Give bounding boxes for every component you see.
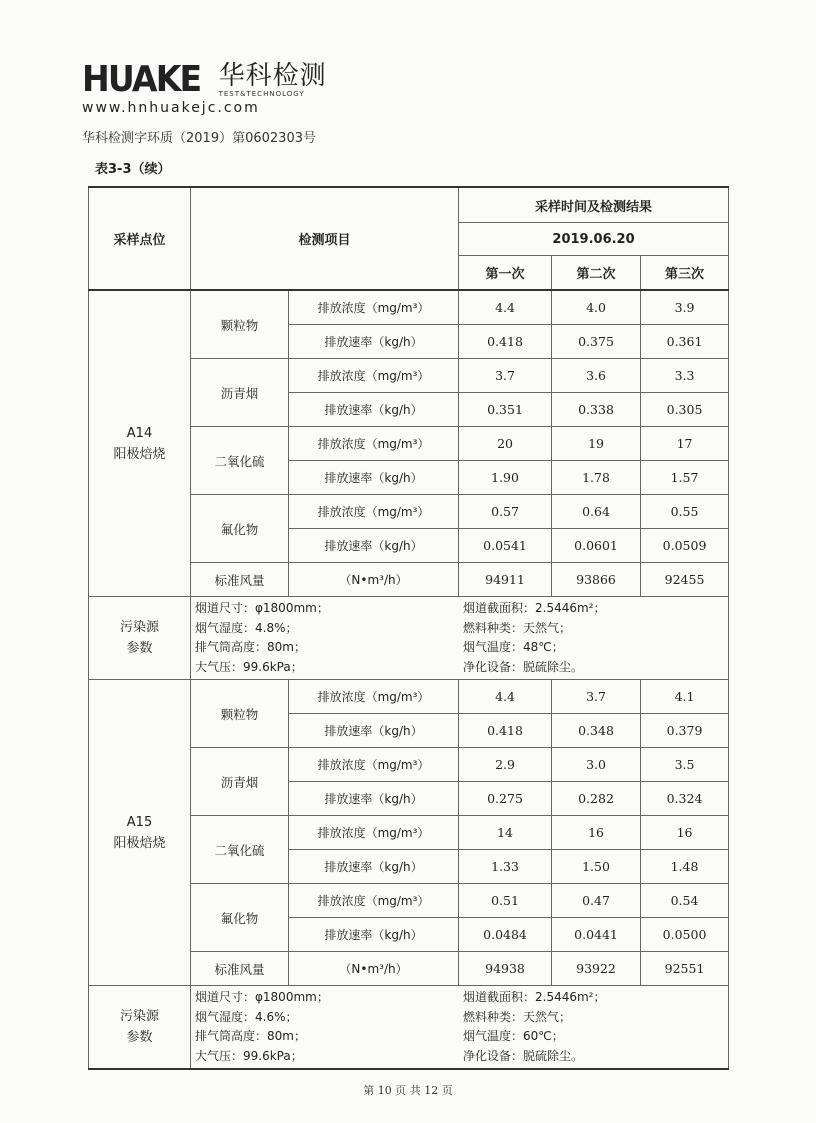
concentration-label: 排放浓度（mg/m³） bbox=[289, 816, 459, 850]
source-param-left: 大气压：99.6kPa； bbox=[195, 1048, 303, 1063]
rate-value: 0.282 bbox=[552, 782, 641, 816]
rate-value: 0.379 bbox=[641, 714, 729, 748]
rate-value: 0.0500 bbox=[641, 918, 729, 952]
rate-value: 0.0541 bbox=[459, 529, 552, 563]
source-param-right: 燃料种类：天然气； bbox=[463, 1009, 572, 1024]
rate-value: 0.348 bbox=[552, 714, 641, 748]
header-run-1: 第一次 bbox=[459, 256, 552, 291]
document-number: 华科检测字环质（2019）第0602303号 bbox=[82, 131, 316, 146]
airflow-label: 标准风量 bbox=[191, 952, 289, 986]
header-run-2: 第二次 bbox=[552, 256, 641, 291]
pollutant-name: 氟化物 bbox=[191, 495, 289, 563]
rate-value: 1.33 bbox=[459, 850, 552, 884]
rate-label: 排放速率（kg/h） bbox=[289, 850, 459, 884]
rate-value: 0.338 bbox=[552, 393, 641, 427]
rate-value: 0.0601 bbox=[552, 529, 641, 563]
pollutant-name: 颗粒物 bbox=[191, 680, 289, 748]
concentration-value: 3.9 bbox=[641, 290, 729, 325]
source-param-left: 排气筒高度：80m； bbox=[195, 640, 306, 654]
pollutant-name: 沥青烟 bbox=[191, 359, 289, 427]
source-param-left: 大气压：99.6kPa； bbox=[195, 659, 303, 674]
header-date: 2019.06.20 bbox=[459, 223, 729, 256]
company-website: www.hnhuakejc.com bbox=[82, 100, 260, 116]
rate-label: 排放速率（kg/h） bbox=[289, 918, 459, 952]
site-cell bbox=[89, 290, 191, 597]
concentration-value: 0.57 bbox=[459, 495, 552, 529]
airflow-unit: （N•m³/h） bbox=[289, 952, 459, 986]
concentration-value: 4.4 bbox=[459, 680, 552, 714]
concentration-value: 3.0 bbox=[552, 748, 641, 782]
concentration-value: 16 bbox=[641, 816, 729, 850]
header-site: 采样点位 bbox=[89, 187, 191, 290]
source-param-left: 烟道尺寸：φ1800mm； bbox=[195, 990, 329, 1004]
concentration-value: 19 bbox=[552, 427, 641, 461]
rate-value: 0.375 bbox=[552, 325, 641, 359]
concentration-value: 3.7 bbox=[552, 680, 641, 714]
concentration-label: 排放浓度（mg/m³） bbox=[289, 495, 459, 529]
concentration-label: 排放浓度（mg/m³） bbox=[289, 748, 459, 782]
source-params-row bbox=[89, 597, 729, 680]
airflow-unit: （N•m³/h） bbox=[289, 563, 459, 597]
source-param-right: 烟气温度：60℃； bbox=[463, 1029, 564, 1043]
source-param-left: 烟道尺寸：φ1800mm； bbox=[195, 601, 329, 615]
logo-subtitle: TEST&TECHNOLOGY bbox=[218, 90, 305, 98]
rate-value: 0.418 bbox=[459, 714, 552, 748]
rate-value: 0.305 bbox=[641, 393, 729, 427]
rate-label: 排放速率（kg/h） bbox=[289, 393, 459, 427]
concentration-label: 排放浓度（mg/m³） bbox=[289, 290, 459, 325]
concentration-label: 排放浓度（mg/m³） bbox=[289, 427, 459, 461]
site-cell bbox=[89, 680, 191, 986]
data-row bbox=[89, 290, 729, 325]
header-run-3: 第三次 bbox=[641, 256, 729, 291]
concentration-value: 20 bbox=[459, 427, 552, 461]
source-param-right: 燃料种类：天然气； bbox=[463, 620, 572, 635]
source-label-line1: 污染源 bbox=[119, 1009, 159, 1024]
concentration-value: 0.55 bbox=[641, 495, 729, 529]
rate-label: 排放速率（kg/h） bbox=[289, 714, 459, 748]
rate-value: 0.275 bbox=[459, 782, 552, 816]
site-code: A14 bbox=[126, 425, 153, 441]
rate-value: 0.0509 bbox=[641, 529, 729, 563]
rate-value: 0.324 bbox=[641, 782, 729, 816]
airflow-value: 93866 bbox=[552, 563, 641, 597]
pollutant-name: 颗粒物 bbox=[191, 290, 289, 359]
concentration-value: 4.4 bbox=[459, 290, 552, 325]
data-row bbox=[89, 680, 729, 714]
concentration-value: 0.51 bbox=[459, 884, 552, 918]
source-params bbox=[191, 986, 729, 1070]
table-title: 表3-3（续） bbox=[95, 162, 171, 177]
concentration-value: 0.54 bbox=[641, 884, 729, 918]
pollutant-name: 沥青烟 bbox=[191, 748, 289, 816]
concentration-value: 2.9 bbox=[459, 748, 552, 782]
rate-value: 0.351 bbox=[459, 393, 552, 427]
source-label bbox=[89, 986, 191, 1070]
header-time-results: 采样时间及检测结果 bbox=[459, 187, 729, 223]
rate-value: 0.361 bbox=[641, 325, 729, 359]
rate-value: 0.0484 bbox=[459, 918, 552, 952]
airflow-value: 94938 bbox=[459, 952, 552, 986]
concentration-value: 0.47 bbox=[552, 884, 641, 918]
header-item: 检测项目 bbox=[191, 187, 459, 290]
airflow-label: 标准风量 bbox=[191, 563, 289, 597]
rate-value: 1.48 bbox=[641, 850, 729, 884]
header-row bbox=[89, 187, 729, 223]
concentration-value: 14 bbox=[459, 816, 552, 850]
site-name: 阳极焙烧 bbox=[113, 835, 166, 851]
source-param-right: 净化设备：脱硫除尘。 bbox=[463, 1048, 584, 1063]
rate-label: 排放速率（kg/h） bbox=[289, 782, 459, 816]
logo-mark: HUAKE bbox=[82, 59, 201, 100]
concentration-value: 3.5 bbox=[641, 748, 729, 782]
rate-label: 排放速率（kg/h） bbox=[289, 529, 459, 563]
concentration-value: 3.7 bbox=[459, 359, 552, 393]
source-param-left: 排气筒高度：80m； bbox=[195, 1029, 306, 1043]
rate-value: 1.90 bbox=[459, 461, 552, 495]
pollutant-name: 二氧化硫 bbox=[191, 427, 289, 495]
rate-value: 1.78 bbox=[552, 461, 641, 495]
source-param-right: 净化设备：脱硫除尘。 bbox=[463, 659, 584, 674]
source-param-right: 烟道截面积：2.5446m²； bbox=[463, 990, 606, 1004]
source-label-line2: 参数 bbox=[126, 641, 153, 656]
rate-value: 0.418 bbox=[459, 325, 552, 359]
concentration-value: 4.0 bbox=[552, 290, 641, 325]
company-logo bbox=[82, 59, 327, 100]
concentration-value: 3.6 bbox=[552, 359, 641, 393]
concentration-label: 排放浓度（mg/m³） bbox=[289, 680, 459, 714]
source-param-right: 烟气温度：48℃； bbox=[463, 640, 564, 654]
airflow-value: 92551 bbox=[641, 952, 729, 986]
results-table bbox=[88, 186, 729, 1070]
concentration-value: 0.64 bbox=[552, 495, 641, 529]
airflow-value: 94911 bbox=[459, 563, 552, 597]
rate-value: 0.0441 bbox=[552, 918, 641, 952]
source-label-line1: 污染源 bbox=[119, 620, 159, 635]
concentration-label: 排放浓度（mg/m³） bbox=[289, 884, 459, 918]
rate-label: 排放速率（kg/h） bbox=[289, 325, 459, 359]
source-param-left: 烟气湿度：4.6%； bbox=[195, 1009, 298, 1024]
source-param-left: 烟气湿度：4.8%； bbox=[195, 620, 298, 635]
concentration-value: 16 bbox=[552, 816, 641, 850]
concentration-value: 3.3 bbox=[641, 359, 729, 393]
rate-value: 1.50 bbox=[552, 850, 641, 884]
airflow-value: 92455 bbox=[641, 563, 729, 597]
page-footer: 第 10 页 共 12 页 bbox=[363, 1084, 453, 1097]
concentration-value: 17 bbox=[641, 427, 729, 461]
concentration-value: 4.1 bbox=[641, 680, 729, 714]
concentration-label: 排放浓度（mg/m³） bbox=[289, 359, 459, 393]
source-label bbox=[89, 597, 191, 680]
rate-value: 1.57 bbox=[641, 461, 729, 495]
logo-chinese-name: 华科检测 bbox=[218, 61, 327, 91]
pollutant-name: 氟化物 bbox=[191, 884, 289, 952]
pollutant-name: 二氧化硫 bbox=[191, 816, 289, 884]
source-params bbox=[191, 597, 729, 680]
site-name: 阳极焙烧 bbox=[113, 446, 166, 462]
site-code: A15 bbox=[126, 814, 153, 830]
source-params-row bbox=[89, 986, 729, 1070]
source-label-line2: 参数 bbox=[126, 1030, 153, 1045]
airflow-value: 93922 bbox=[552, 952, 641, 986]
source-param-right: 烟道截面积：2.5446m²； bbox=[463, 601, 606, 615]
report-header bbox=[82, 59, 327, 116]
rate-label: 排放速率（kg/h） bbox=[289, 461, 459, 495]
